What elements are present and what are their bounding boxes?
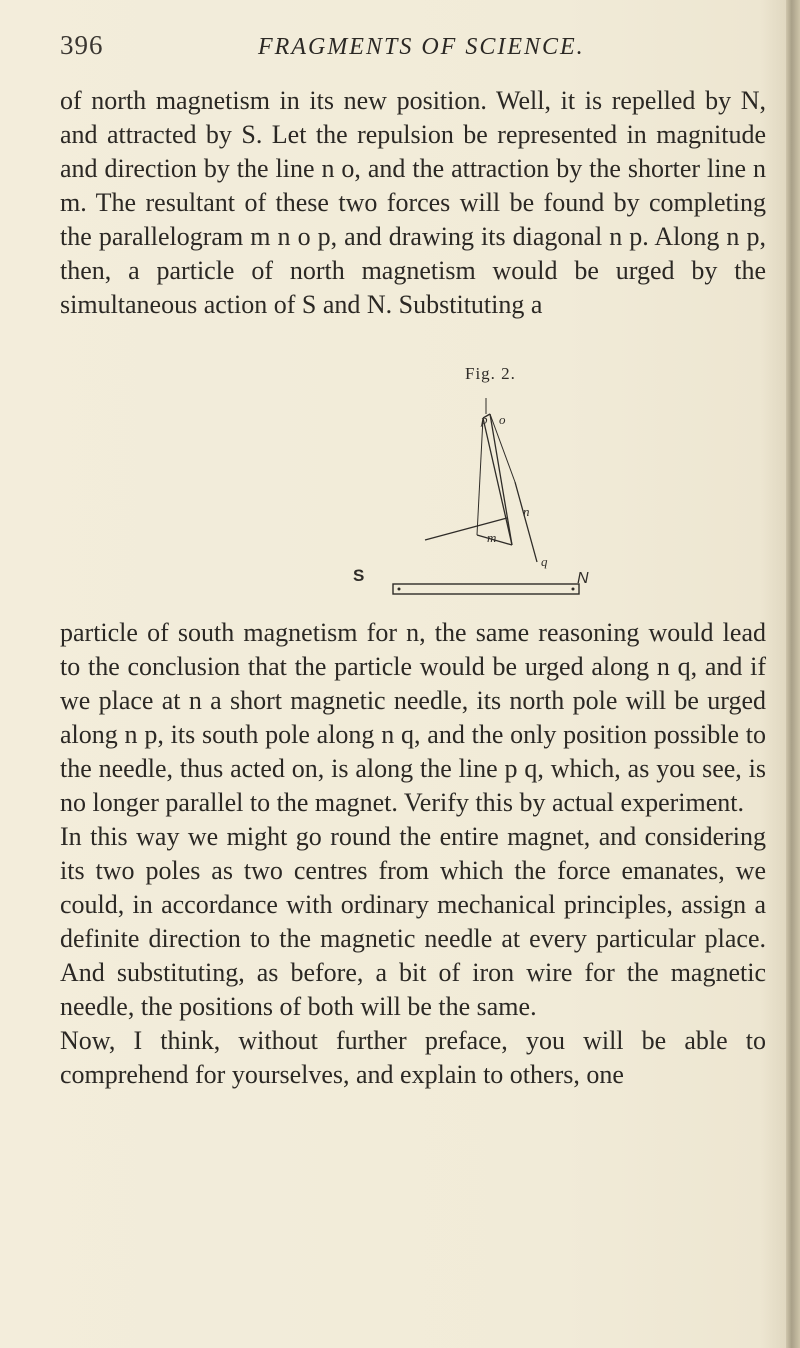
label-m: m <box>487 530 497 545</box>
running-head: FRAGMENTS OF SCIENCE. <box>258 34 585 60</box>
line-m-p <box>477 418 483 535</box>
figure-2 <box>353 364 625 614</box>
paragraph: In this way we might go round the entire magnet, and considering its two poles as two centres from which the force emanates, we could, in accordance with ordinary mechanical principles, assign a definite direction to the magnetic needle at every particular place. And substituting, as before, a bit of iron wire for the magnetic needle, the positions of both will be the same. <box>60 822 766 1021</box>
body-text-top <box>60 84 766 322</box>
pole-dot-n <box>572 588 575 591</box>
paragraph: Now, I think, without further preface, you will be able to comprehend for yourselves, and explain to others, one <box>60 1026 766 1089</box>
paragraph: particle of south magnetism for n, the same reasoning would lead to the conclusion that the particle would be urged along n q, and if we place at n a short magnetic needle, its north pole will be urged along n p, its south pole along n q, and the only position possible to the needle, thus acted on, is along the line p q, which, as you see, is no longer parallel to the magnet. Verify this by actual experiment. <box>60 618 766 817</box>
line-n-o <box>490 414 512 545</box>
pole-dot-s <box>398 588 401 591</box>
label-s: S <box>353 566 365 585</box>
page-number: 396 <box>60 30 104 60</box>
label-o: o <box>499 412 506 427</box>
line-n-q <box>515 482 537 562</box>
page-header <box>60 30 750 70</box>
paragraph: of north magnetism in its new position. Well, it is repelled by N, and attracted by S. Let the repulsion be represented in magnitude and direction by the line n o, and the attraction by the shorter line n m. The resultant of these two forces will be found by completing the parallelogram m n o p, and drawing its diagonal n p. Along n p, then, a particle of north magnetism would be urged by the simultaneous action of S and N. Substituting a <box>60 86 766 319</box>
label-n-point: n <box>523 504 530 519</box>
figure-caption: Fig. 2. <box>465 364 516 383</box>
page-edge <box>786 0 800 1348</box>
line-n-p <box>483 418 512 545</box>
label-p: p <box>481 412 488 427</box>
label-n: N <box>577 570 589 587</box>
bar-magnet <box>393 584 579 594</box>
label-q: q <box>541 554 548 569</box>
body-text-bottom <box>60 616 766 1092</box>
